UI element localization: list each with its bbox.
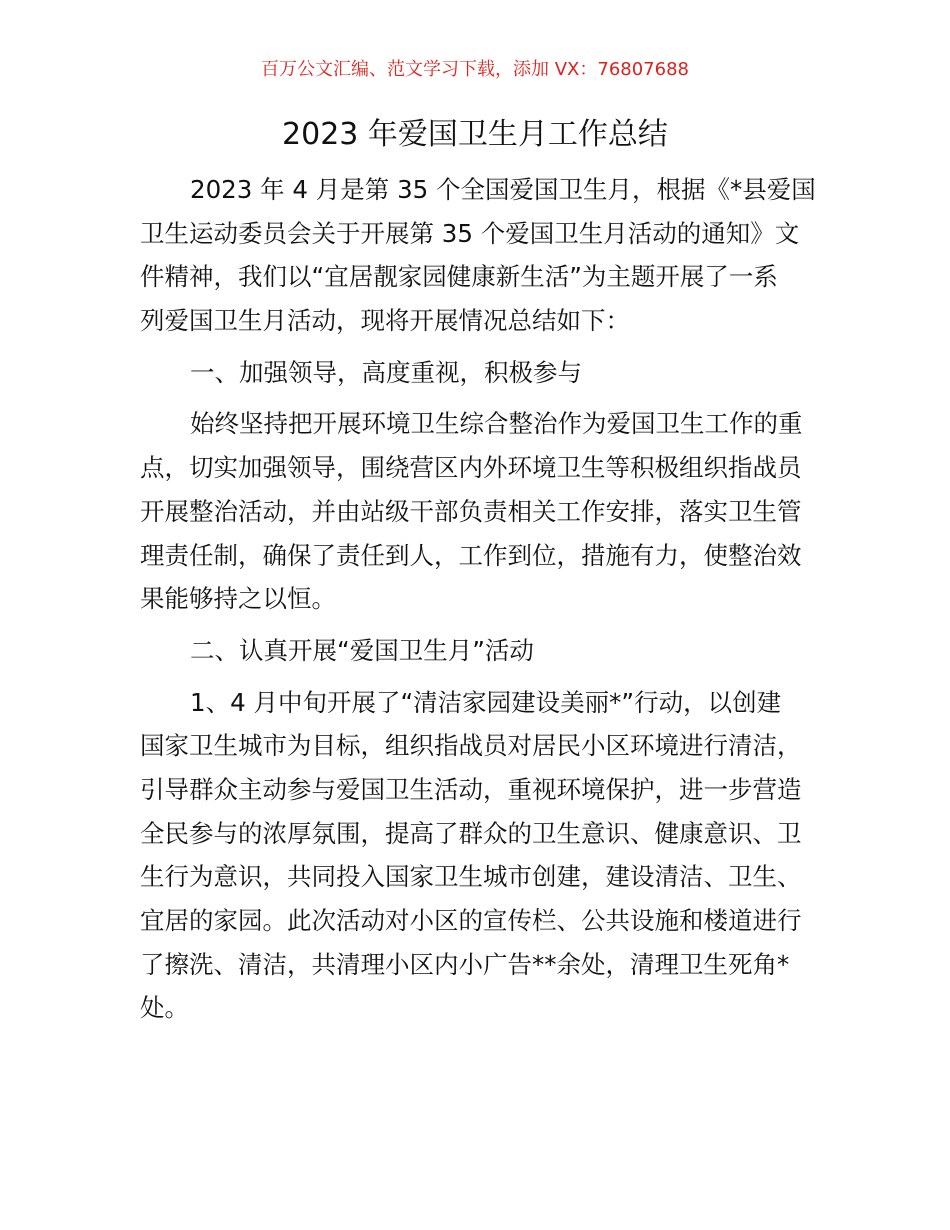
text-line: 列爱国卫生月活动，现将开展情况总结如下：	[140, 306, 630, 336]
section-2-item-1-paragraph	[140, 681, 820, 1031]
text-line: 一、加强领导，高度重视，积极参与	[190, 357, 582, 387]
text-line: 了擦洗、清洁，共清理小区内小广告**余处，清理卫生死角*	[140, 949, 790, 979]
text-line: 生行为意识，共同投入国家卫生城市创建，建设清洁、卫生、	[140, 862, 802, 892]
document-body	[140, 168, 820, 1038]
text-line: 件精神，我们以“宜居靓家园健康新生活”为主题开展了一系	[140, 262, 778, 292]
text-line: 点，切实加强领导，围绕营区内外环境卫生等积极组织指战员	[140, 453, 802, 483]
intro-paragraph	[140, 168, 820, 343]
text-line: 处。	[140, 993, 189, 1023]
section-1-paragraph	[140, 402, 820, 620]
text-line: 开展整治活动，并由站级干部负责相关工作安排，落实卫生管	[140, 496, 802, 526]
watermark-banner: 百万公文汇编、范文学习下载，添加 VX：76807688	[261, 59, 689, 80]
text-line: 宜居的家园。此次活动对小区的宣传栏、公共设施和楼道进行	[140, 906, 802, 935]
text-line: 引导群众主动参与爱国卫生活动，重视环境保护，进一步营造	[140, 774, 802, 804]
text-line: 2023 年 4 月是第 35 个全国爱国卫生月，根据《*县爱国	[190, 175, 816, 204]
text-line: 国家卫生城市为目标，组织指战员对居民小区环境进行清洁，	[140, 731, 802, 761]
text-line: 理责任制，确保了责任到人，工作到位，措施有力，使整治效	[140, 540, 802, 570]
section-heading-1	[140, 351, 820, 395]
text-line: 二、认真开展“爱国卫生月”活动	[190, 635, 534, 665]
text-line: 全民参与的浓厚氛围，提高了群众的卫生意识、健康意识、卫	[140, 818, 802, 848]
document-title: 2023 年爱国卫生月工作总结	[282, 117, 668, 152]
section-heading-2	[140, 629, 820, 673]
text-line: 1、4 月中旬开展了“清洁家园建设美丽*”行动，以创建	[190, 687, 782, 717]
text-line: 卫生运动委员会关于开展第 35 个爱国卫生月活动的通知》文	[140, 218, 800, 248]
text-line: 始终坚持把开展环境卫生综合整治作为爱国卫生工作的重	[190, 409, 803, 439]
text-line: 果能够持之以恒。	[140, 584, 336, 614]
